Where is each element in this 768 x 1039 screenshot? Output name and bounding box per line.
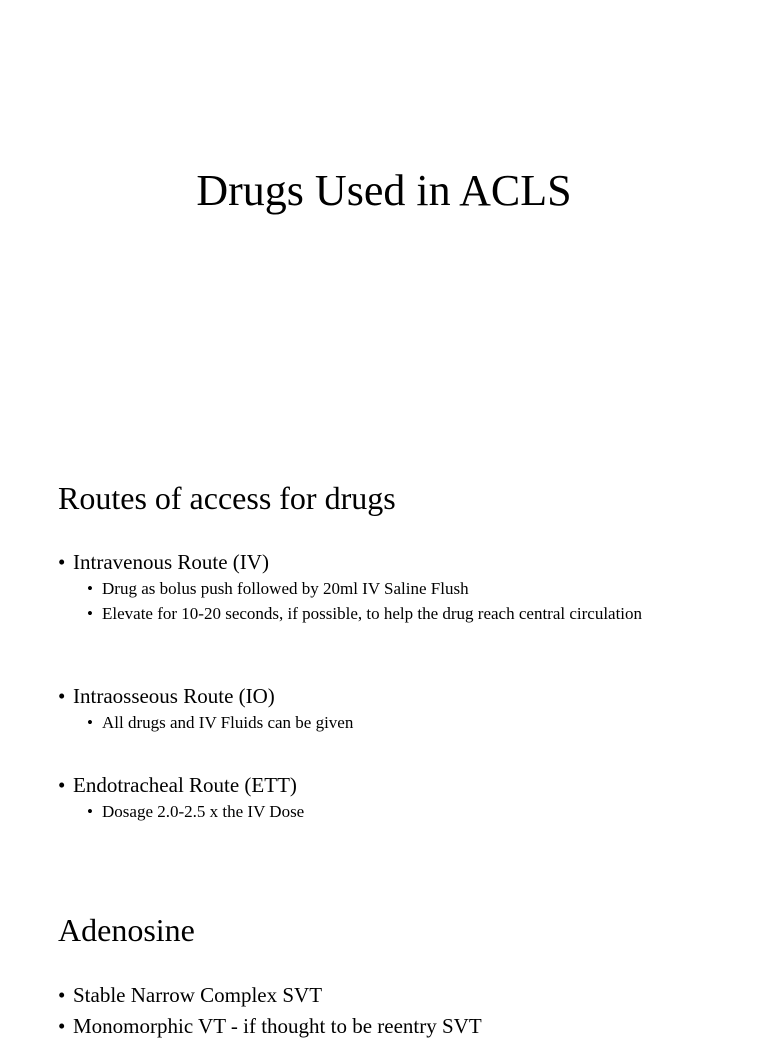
bullet-icon: • — [87, 579, 93, 598]
list-item-ett-route — [58, 772, 297, 798]
bullet-icon: • — [87, 604, 93, 623]
sub-list-item — [87, 713, 662, 733]
sub-list-item-text: All drugs and IV Fluids can be given — [102, 713, 354, 732]
list-item-label: Intraosseous Route (IO) — [73, 684, 275, 708]
bullet-icon: • — [87, 713, 93, 732]
list-item-label: Intravenous Route (IV) — [73, 550, 269, 574]
sub-list-item-text: Elevate for 10-20 seconds, if possible, to help the drug reach central circulation — [102, 604, 643, 623]
sub-list-item — [87, 579, 662, 599]
slide-title: Drugs Used in ACLS — [196, 166, 572, 215]
section-heading-routes: Routes of access for drugs — [58, 480, 396, 516]
bullet-icon: • — [58, 773, 66, 797]
bullet-icon: • — [58, 684, 66, 708]
list-item-adenosine — [58, 982, 322, 1008]
bullet-icon: • — [58, 983, 66, 1007]
bullet-icon: • — [58, 550, 66, 574]
list-item-label: Stable Narrow Complex SVT — [73, 983, 323, 1007]
sub-list-item — [87, 802, 662, 822]
list-item-label: Monomorphic VT - if thought to be reentry SVT — [73, 1014, 482, 1038]
section-heading-adenosine: Adenosine — [58, 912, 195, 948]
sub-list-item-text: Dosage 2.0-2.5 x the IV Dose — [102, 802, 305, 821]
list-item-label: Endotracheal Route (ETT) — [73, 773, 297, 797]
bullet-icon: • — [87, 802, 93, 821]
list-item-iv-route — [58, 549, 269, 575]
sub-list-item — [87, 604, 662, 624]
sub-list-item-text: Drug as bolus push followed by 20ml IV Saline Flush — [102, 579, 469, 598]
list-item-io-route — [58, 683, 275, 709]
bullet-icon: • — [58, 1014, 66, 1038]
list-item-adenosine — [58, 1013, 482, 1039]
